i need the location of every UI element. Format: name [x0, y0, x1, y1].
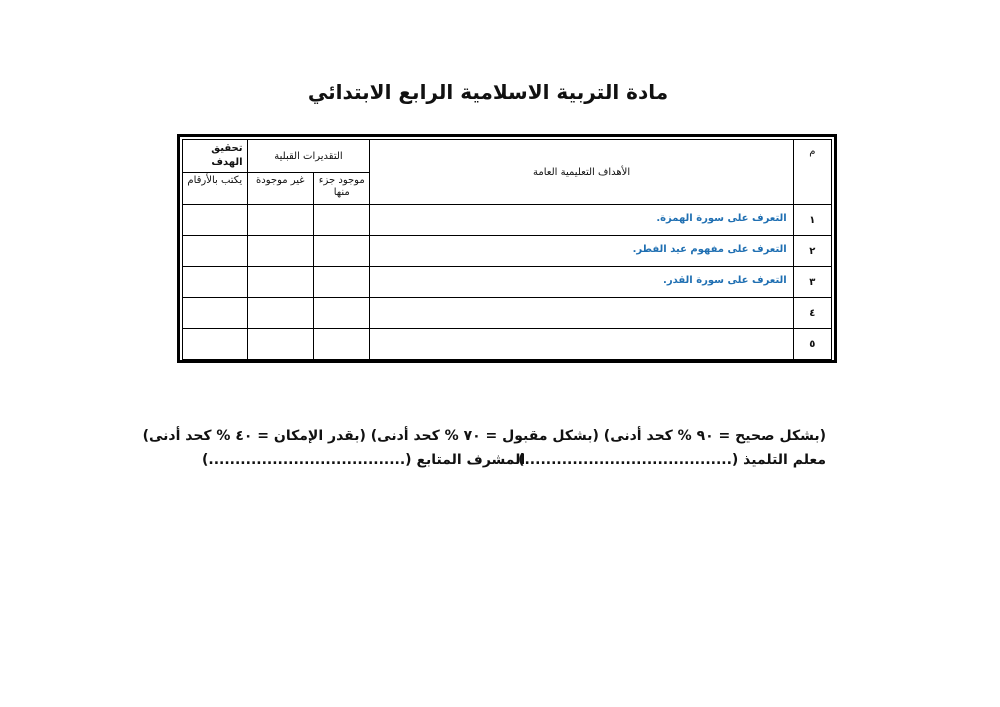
goals-table-frame — [177, 134, 837, 363]
row-number: ٢ — [793, 236, 831, 267]
header-achieve-goal: تحقيق الهدف — [183, 140, 248, 173]
cell-exists-partially — [314, 329, 370, 360]
row-number: ٥ — [793, 329, 831, 360]
row-goal — [370, 329, 793, 360]
row-number: ١ — [793, 205, 831, 236]
cell-achieve-goal — [183, 236, 248, 267]
table-row — [183, 329, 832, 360]
header-row-top — [183, 140, 832, 173]
row-goal — [370, 298, 793, 329]
cell-achieve-goal — [183, 329, 248, 360]
cell-achieve-goal — [183, 205, 248, 236]
header-not-exists: غير موجودة — [247, 173, 314, 205]
goals-table — [182, 139, 832, 360]
header-goals: الأهداف التعليمية العامة — [370, 140, 793, 205]
row-goal: التعرف على سورة القدر. — [370, 267, 793, 298]
row-number: ٤ — [793, 298, 831, 329]
cell-not-exists — [247, 267, 314, 298]
teacher-signature: معلم التلميذ (.......................................) — [518, 452, 826, 468]
cell-exists-partially — [314, 205, 370, 236]
cell-not-exists — [247, 236, 314, 267]
assessment-criteria: (بشكل صحيح = ٩٠ % كحد أدنى) (بشكل مقبول = ٧٠ % كحد أدنى) (بقدر الإمكان = ٤٠ % كحد أدنى) — [142, 428, 826, 444]
header-prior-assessments: التقديرات القبلية — [247, 140, 370, 173]
row-goal: التعرف على مفهوم عيد الفطر. — [370, 236, 793, 267]
header-number: م — [793, 140, 831, 205]
cell-exists-partially — [314, 236, 370, 267]
header-exists-partially: موجود جزء منها — [314, 173, 370, 205]
cell-not-exists — [247, 329, 314, 360]
table-row — [183, 236, 832, 267]
cell-achieve-goal — [183, 298, 248, 329]
page-title: مادة التربية الاسلامية الرابع الابتدائي — [307, 80, 669, 104]
cell-not-exists — [247, 205, 314, 236]
header-written-in-numbers: يكتب بالأرقام — [183, 173, 248, 205]
cell-exists-partially — [314, 298, 370, 329]
cell-achieve-goal — [183, 267, 248, 298]
cell-exists-partially — [314, 267, 370, 298]
cell-not-exists — [247, 298, 314, 329]
table-row — [183, 298, 832, 329]
table-row — [183, 205, 832, 236]
row-goal: التعرف على سورة الهمزة. — [370, 205, 793, 236]
row-number: ٣ — [793, 267, 831, 298]
supervisor-signature: المشرف المتابع (.....................................) — [202, 452, 526, 468]
table-row — [183, 267, 832, 298]
